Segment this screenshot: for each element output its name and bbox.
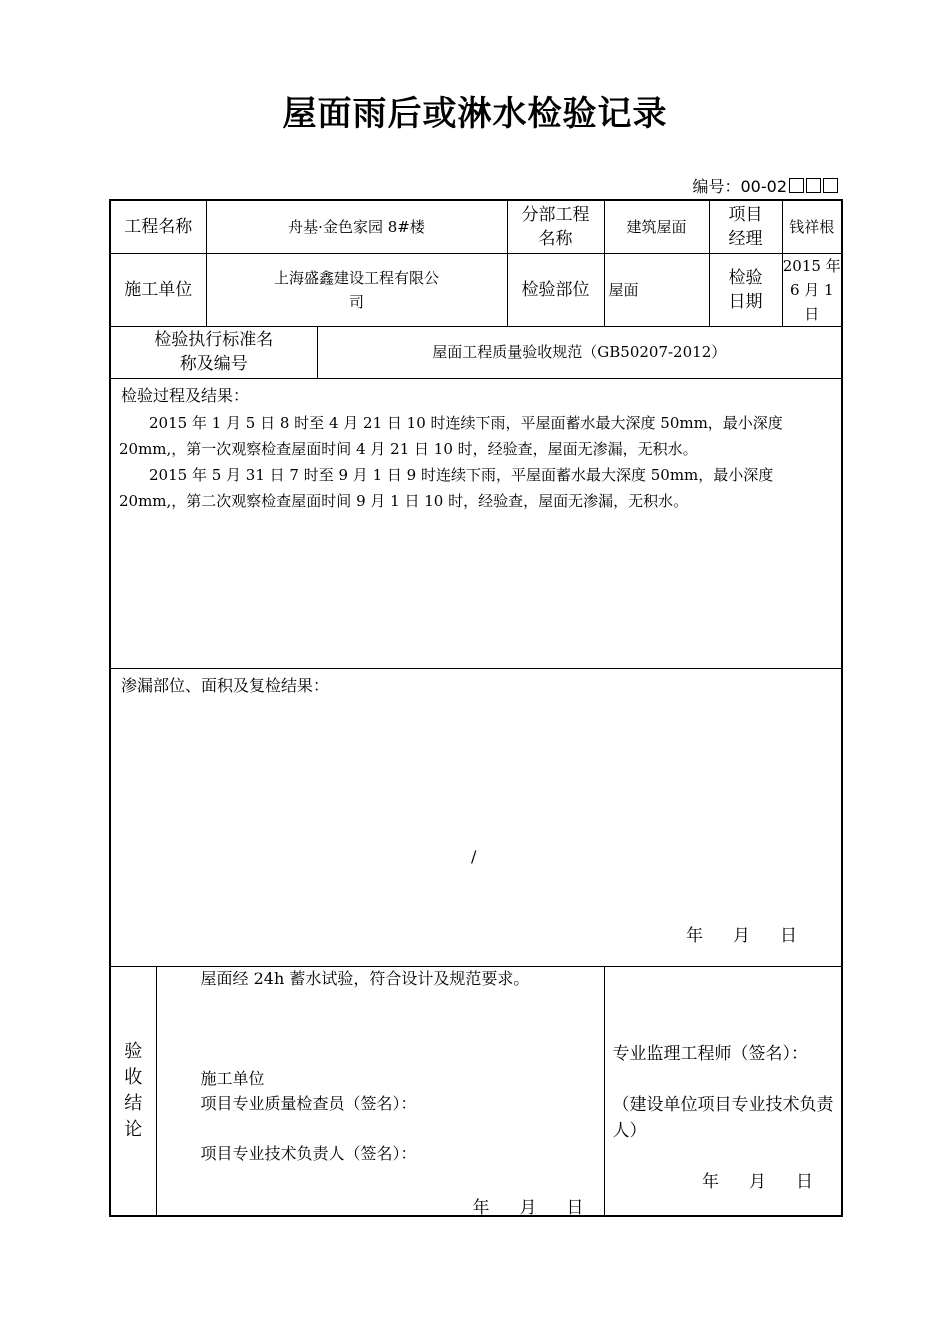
conclusion-statement: 屋面经 24h 蓄水试验，符合设计及规范要求。 [200,968,530,988]
leakage-month: 月 [733,925,750,946]
supervisor-day: 日 [796,1171,813,1192]
leakage-title: 渗漏部位、面积及复检结果： [121,675,330,695]
manager-label [709,200,782,253]
supervisor-signature: 专业监理工程师（签名）： [612,1043,808,1064]
doc-number-value: 00-02 [740,177,787,196]
quality-inspector-signature: 项目专业质量检查员（签名）： [200,1093,417,1113]
standard-label [110,326,317,378]
tech-lead-signature: 项目专业技术负责人（签名）： [200,1143,417,1163]
contractor-conclusion [156,966,604,1216]
sub-project-label [507,200,604,253]
leakage-day: 日 [780,925,797,946]
contractor-value [206,253,507,326]
supervisor-conclusion [604,966,842,1216]
location-value: 屋面 [604,253,709,326]
conclusion-char-1: 验 [124,1040,143,1062]
leakage-content: / [471,846,477,866]
leakage-year: 年 [686,925,703,946]
document-number [692,174,838,197]
contractor-month: 月 [519,1197,537,1218]
standard-label-text: 检验执行标准名称及编号 [154,330,274,374]
supervisor-date [678,1167,813,1192]
manager-label-text: 项目经理 [728,204,763,249]
sub-project-value: 建筑屋面 [604,200,709,253]
conclusion-char-4: 论 [124,1118,143,1140]
owner-rep-signature: （建设单位项目专业技术负责人） [612,1094,834,1141]
project-name-label: 工程名称 [110,200,206,253]
checkbox-icon [806,178,821,193]
page-title: 屋面雨后或淋水检验记录 [282,94,668,134]
leakage-date [662,921,797,946]
checkbox-icon [823,178,838,193]
contractor-value-text: 上海盛鑫建设工程有限公司 [273,268,439,311]
date-label-text: 检验日期 [728,267,763,312]
sub-project-label-text: 分部工程名称 [521,204,590,249]
inspection-form [109,199,843,1217]
checkbox-icon [789,178,804,193]
manager-value: 钱祥根 [782,200,842,253]
date-value: 2015 年 6 月 1 日 [782,253,842,326]
leakage-section [110,668,842,966]
conclusion-contractor: 施工单位 [200,1068,265,1088]
process-section [110,378,842,668]
date-label [709,253,782,326]
contractor-date [449,1193,584,1218]
process-paragraph-2: 2015 年 5 月 31 日 7 时至 9 月 1 日 9 时连续下雨，平屋面蓄水最大深度 50mm，最小深度 20mm,，第二次观察检查屋面时间 9 月 1 日 10 时，经验查，屋面无渗漏，无积水。 [119,465,774,510]
process-title: 检验过程及结果： [121,385,250,405]
conclusion-char-3: 结 [124,1092,143,1114]
process-paragraph-1: 2015 年 1 月 5 日 8 时至 4 月 21 日 10 时连续下雨，平屋面蓄水最大深度 50mm，最小深度 20mm,，第一次观察检查屋面时间 4 月 21 日 10 时，经验查，屋面无渗漏，无积水。 [119,413,783,458]
conclusion-label [110,966,156,1216]
contractor-year: 年 [472,1197,490,1218]
project-name-value: 舟基·金色家园 8#楼 [206,200,507,253]
contractor-day: 日 [566,1197,584,1218]
doc-number-label: 编号： [692,177,741,196]
conclusion-char-2: 收 [124,1066,143,1088]
contractor-label: 施工单位 [110,253,206,326]
standard-value: 屋面工程质量验收规范（GB50207-2012） [317,326,842,378]
supervisor-month: 月 [749,1171,766,1192]
supervisor-year: 年 [702,1171,719,1192]
location-label: 检验部位 [507,253,604,326]
